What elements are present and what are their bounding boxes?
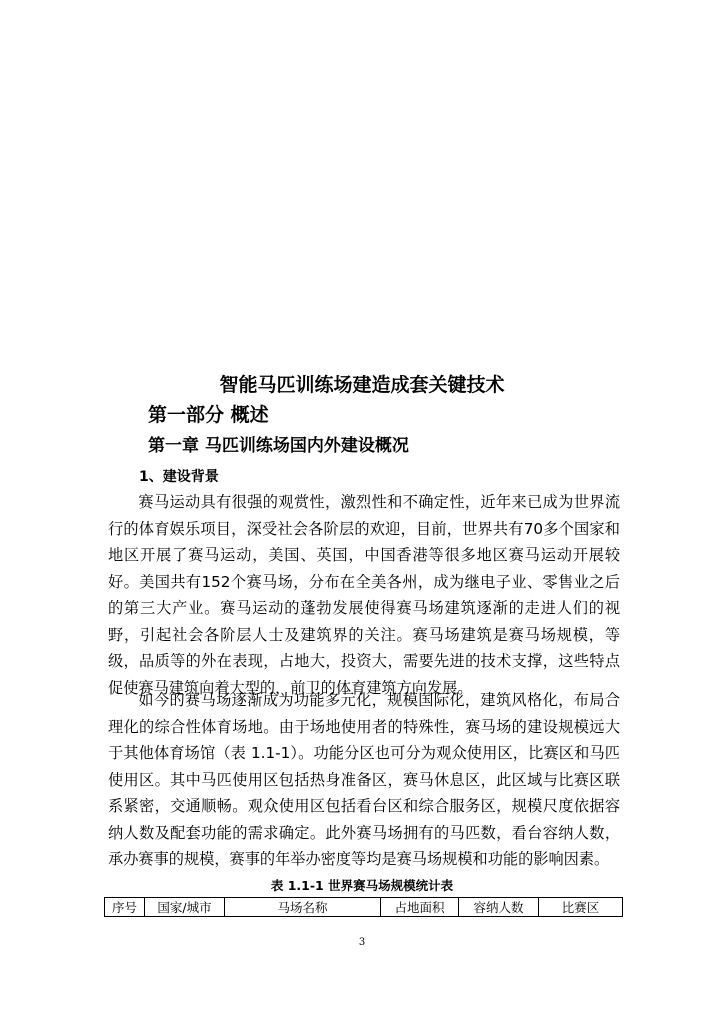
chapter-heading: 第一章 马匹训练场国内外建设概况: [148, 436, 409, 456]
document-title: 智能马匹训练场建造成套关键技术: [219, 374, 505, 396]
table-header-row: [105, 898, 623, 917]
table-caption: 表 1.1-1 世界赛马场规模统计表: [270, 878, 454, 893]
part-heading: 第一部分 概述: [148, 404, 269, 426]
table-header-cell: 马场名称: [225, 898, 381, 917]
table-header-cell: 比赛区: [539, 898, 623, 917]
body-paragraph: 如今的赛马场逐渐成为功能多元化，规模国际化，建筑风格化，布局合理化的综合性体育场地。由于场地使用者的特殊性，赛马场的建设规模远大于其他体育场馆（表 1.1-1）。功能分区也可分为观众使用区，比赛区和马匹使用区。其中马匹使用区包括热身准备区，赛马休息区，此区域与比赛区联系紧密，交通顺畅。观众使用区包括看台区和综合服务区，规模尺度依据容纳人数及配套功能的需求确定。此外赛马场拥有的马匹数，看台容纳人数，承办赛事的规模，赛事的年举办密度等均是赛马场规模和功能的影响因素。: [108, 691, 620, 868]
table-header-cell: 容纳人数: [459, 898, 539, 917]
table-header-cell: 国家/城市: [145, 898, 225, 917]
section-heading: 1、建设背景: [139, 469, 219, 485]
racecourse-stats-table: [104, 897, 623, 917]
table-header-cell: 占地面积: [381, 898, 459, 917]
page-number: 3: [358, 937, 366, 948]
body-paragraph: 赛马运动具有很强的观赏性，激烈性和不确定性，近年来已成为世界流行的体育娱乐项目，深受社会各阶层的欢迎，目前，世界共有70多个国家和地区开展了赛马运动，美国、英国，中国香港等很多地区赛马运动开展较好。美国共有152个赛马场，分布在全美各州，成为继电子业、零售业之后的第三大产业。赛马运动的蓬勃发展使得赛马场建筑逐渐的走进人们的视野，引起社会各阶层人士及建筑界的关注。赛马场建筑是赛马场规模，等级，品质等的外在表现，占地大，投资大，需要先进的技术支撑，这些特点促使赛马建筑向着大型的，前卫的体育建筑方向发展。: [108, 493, 620, 697]
table-header-cell: 序号: [105, 898, 145, 917]
